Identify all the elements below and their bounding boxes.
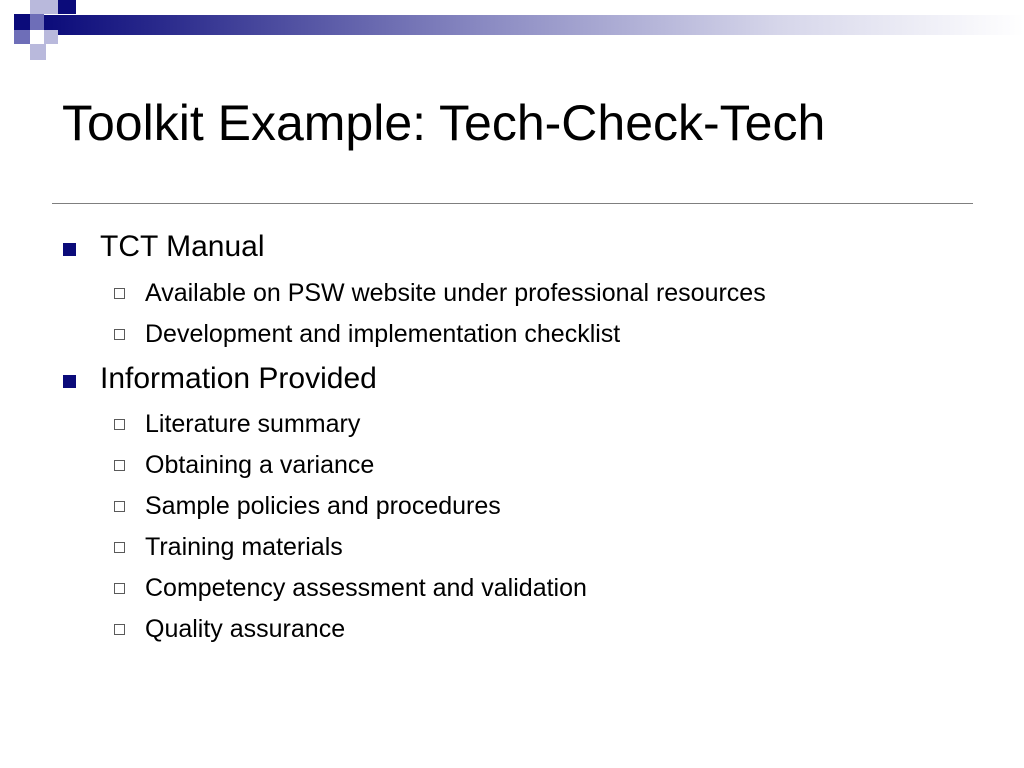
sub-bullet-text: Competency assessment and validation (145, 574, 587, 602)
sub-bullet-text: Literature summary (145, 410, 361, 438)
decorative-square (14, 30, 30, 44)
title-divider (52, 203, 973, 204)
decorative-square (58, 0, 76, 14)
sub-bullet-text: Available on PSW website under professional resources (145, 279, 766, 307)
header-gradient-band (44, 15, 1024, 35)
decorative-square (44, 30, 58, 44)
decorative-square (14, 14, 30, 30)
sub-bullet-text: Obtaining a variance (145, 451, 375, 479)
hollow-square-bullet-icon (114, 542, 125, 553)
hollow-square-bullet-icon (114, 624, 125, 635)
hollow-square-bullet-icon (114, 583, 125, 594)
square-bullet-icon (63, 375, 76, 388)
square-bullet-icon (63, 243, 76, 256)
decorative-square (44, 0, 58, 14)
hollow-square-bullet-icon (114, 288, 125, 299)
bullet-text: TCT Manual (100, 230, 265, 263)
sub-bullet-text: Sample policies and procedures (145, 492, 501, 520)
hollow-square-bullet-icon (114, 501, 125, 512)
hollow-square-bullet-icon (114, 460, 125, 471)
decorative-square (30, 14, 44, 30)
hollow-square-bullet-icon (114, 419, 125, 430)
hollow-square-bullet-icon (114, 329, 125, 340)
sub-bullet-text: Development and implementation checklist (145, 320, 621, 348)
bullet-text: Information Provided (100, 362, 377, 395)
sub-bullet-text: Training materials (145, 533, 343, 561)
decorative-square (30, 44, 46, 60)
slide-title: Toolkit Example: Tech-Check-Tech (62, 95, 826, 151)
decorative-square (30, 0, 44, 14)
sub-bullet-text: Quality assurance (145, 615, 346, 643)
